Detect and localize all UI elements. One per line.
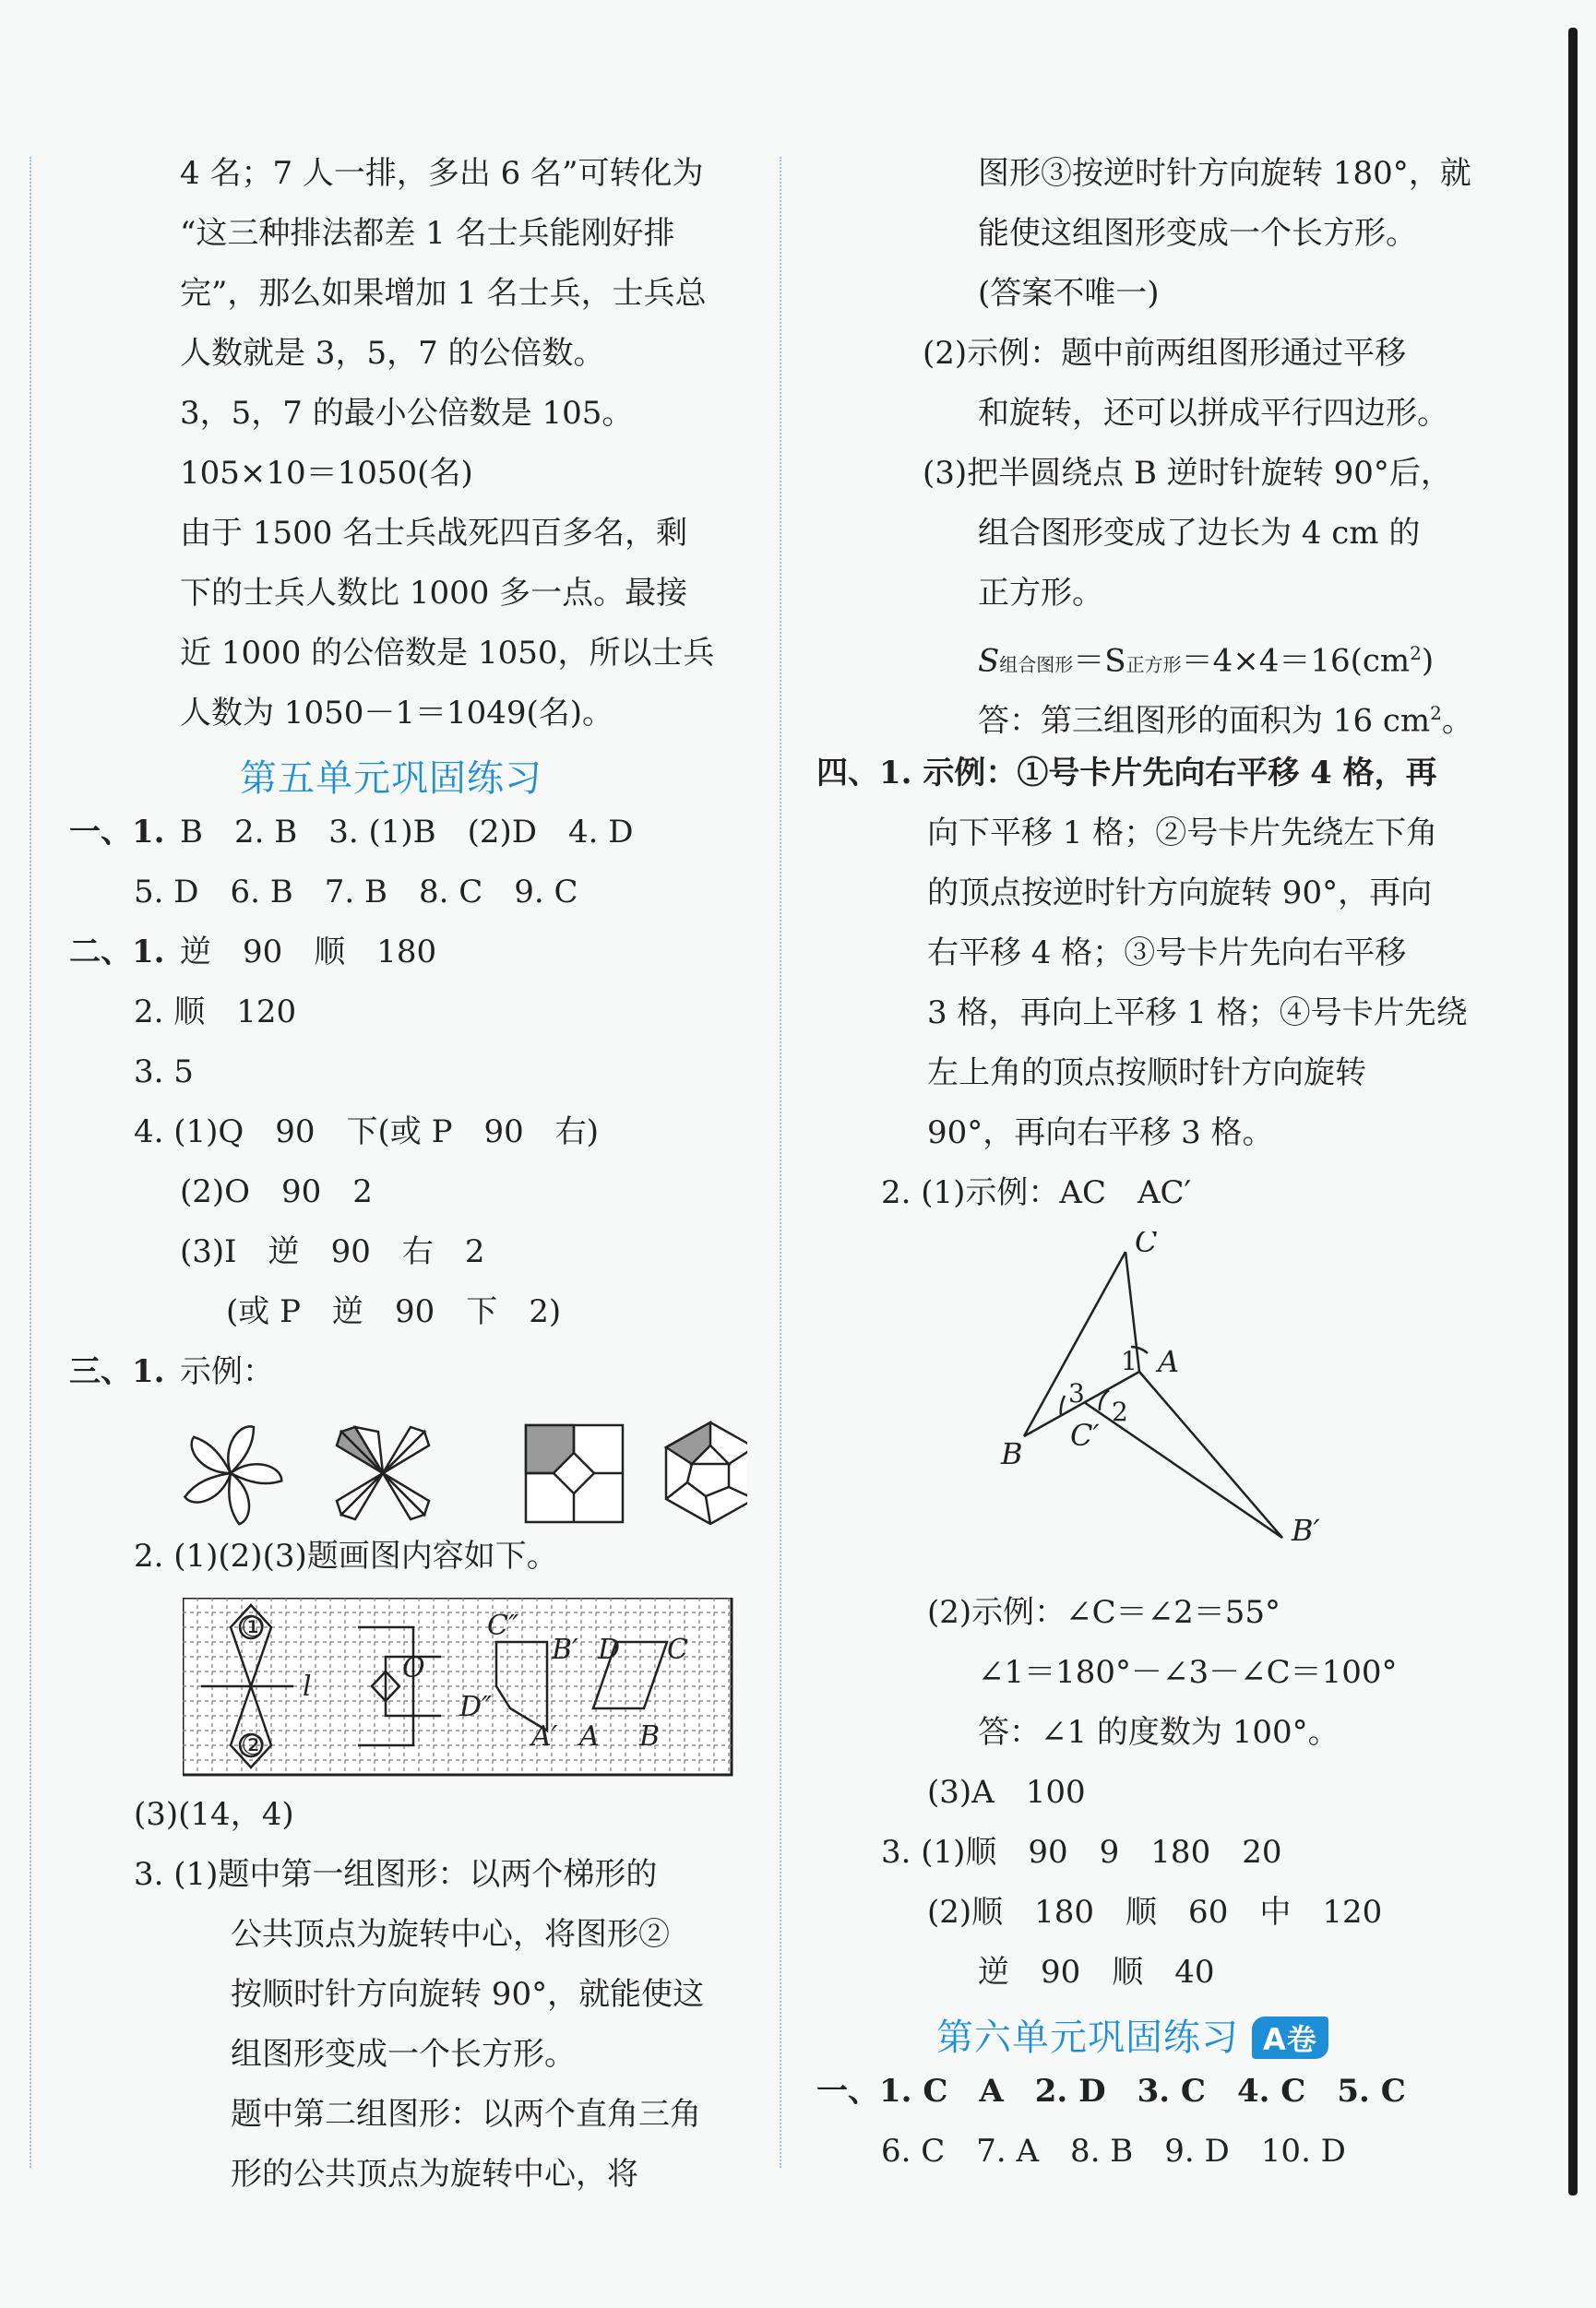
text-line: (答案不唯一) <box>978 275 1160 312</box>
answer-row: 向下平移 1 格；②号卡片先绕左下角 <box>927 815 1438 851</box>
text-line: 人数为 1050－1＝1049(名)。 <box>180 695 614 732</box>
label-a: A <box>579 1720 600 1753</box>
label-angle-1: 1 <box>1121 1346 1137 1376</box>
text-line: 近 1000 的公倍数是 1050，所以士兵 <box>180 635 715 672</box>
answer-row: 4. (1)Q 90 下(或 P 90 右) <box>134 1113 600 1150</box>
label-circle-2: ② <box>241 1730 266 1762</box>
answer-row: (2)O 90 2 <box>180 1173 373 1210</box>
triangle-figure <box>996 1231 1384 1554</box>
grid-drawing <box>183 1598 736 1782</box>
label-angle-3: 3 <box>1068 1378 1085 1409</box>
label-l: l <box>303 1671 312 1703</box>
answer-row: B 2. B 3. (1)B (2)D 4. D <box>180 814 634 851</box>
answer-row: 3. (1)题中第一组图形：以两个梯形的 <box>134 1856 658 1893</box>
label-b-prime: B′ <box>1292 1513 1320 1548</box>
answer-row: ∠1＝180°－∠3－∠C＝100° <box>978 1654 1398 1691</box>
text-line: (2)示例：题中前两组图形通过平移 <box>923 335 1407 372</box>
answer-row: (2)示例：∠C＝∠2＝55° <box>927 1594 1281 1631</box>
text-line: 105×10＝1050(名) <box>180 455 473 492</box>
answer-row: 逆 90 顺 40 <box>978 1954 1215 1991</box>
answer-row: 5. D 6. B 7. B 8. C 9. C <box>134 874 578 910</box>
page-edge <box>1568 28 1578 2195</box>
label-a: A <box>1158 1344 1180 1379</box>
answer-row: 示例： <box>180 1353 274 1390</box>
text-line: “这三种排法都差 1 名士兵能刚好排 <box>180 215 675 252</box>
label-b: B <box>639 1720 661 1753</box>
answer-row: 组图形变成一个长方形。 <box>231 2036 576 2073</box>
formula-close: ) <box>1421 642 1435 680</box>
text-line: 和旋转，还可以拼成平行四边形。 <box>978 395 1448 432</box>
pinwheel-flower-figure <box>185 1426 282 1524</box>
text-line: 由于 1500 名士兵战死四百多名，剩 <box>180 515 688 552</box>
text-line: 能使这组图形变成一个长方形。 <box>978 215 1417 252</box>
text-line: 3，5，7 的最小公倍数是 105。 <box>180 395 634 432</box>
answer-row: 3. 5 <box>134 1053 194 1090</box>
label-c2: C″ <box>487 1610 519 1642</box>
label-o: O <box>402 1652 425 1684</box>
answer-row: 左上角的顶点按顺时针方向旋转 <box>927 1054 1366 1091</box>
answer-row: 2. (1)示例：AC AC′ <box>881 1174 1192 1211</box>
answer-row: (3)A 100 <box>927 1774 1086 1811</box>
formula-sq: 2 <box>1410 642 1422 664</box>
answer-row: 3. (1)顺 90 9 180 20 <box>881 1834 1282 1871</box>
answer-row: 的顶点按逆时针方向旋转 90°，再向 <box>927 874 1433 911</box>
question-number: 三、1. <box>69 1353 165 1390</box>
answer-row: 公共顶点为旋转中心，将图形② <box>231 1916 670 1953</box>
answer-line <box>978 695 1473 739</box>
answer-row: 答：∠1 的度数为 100°。 <box>978 1714 1340 1751</box>
label-b1: B′ <box>552 1634 578 1666</box>
answer-row: (2)顺 180 顺 60 中 120 <box>927 1894 1383 1931</box>
text-line: (3)把半圆绕点 B 逆时针旋转 90°后， <box>923 455 1452 492</box>
answer-row: 题中第二组图形：以两个直角三角 <box>231 2096 701 2133</box>
answer-row: 3 格，再向上平移 1 格；④号卡片先绕 <box>927 994 1468 1031</box>
label-a1: A′ <box>531 1720 558 1753</box>
label-d: D <box>598 1634 621 1666</box>
label-c-prime: C′ <box>1070 1418 1100 1453</box>
answer-row: 2. (1)(2)(3)题画图内容如下。 <box>134 1538 558 1575</box>
text-line: 下的士兵人数比 1000 多一点。最接 <box>180 575 688 612</box>
square-figure <box>526 1425 623 1522</box>
answer-row: 90°，再向右平移 3 格。 <box>927 1114 1274 1151</box>
answer-row: 2. 顺 120 <box>134 993 297 1030</box>
formula-sub1: 组合图形 <box>999 653 1074 676</box>
formula-sub2: 正方形 <box>1126 653 1182 676</box>
formula-s: S <box>978 642 1000 680</box>
section-heading-6 <box>936 2008 1328 2061</box>
answer-row: 右平移 4 格；③号卡片先向右平移 <box>927 934 1407 971</box>
text-line: 正方形。 <box>978 575 1103 612</box>
text-line: 4 名；7 人一排，多出 6 名”可转化为 <box>180 155 704 192</box>
answer-row: 按顺时针方向旋转 90°，就能使这 <box>231 1976 705 2013</box>
answer-row: (3)(14，4) <box>134 1796 294 1833</box>
answer-row: 四、1. 示例：①号卡片先向右平移 4 格，再 <box>816 755 1437 791</box>
column-divider <box>780 157 781 2168</box>
volume-badge: A卷 <box>1252 2017 1328 2059</box>
formula-rest: ＝4×4＝16(cm <box>1181 642 1411 680</box>
x-shape-figure <box>337 1427 429 1519</box>
question-number: 一、1. <box>69 814 165 851</box>
answer-row: (3)I 逆 90 右 2 <box>180 1233 485 1270</box>
area-formula <box>978 635 1434 683</box>
label-d2: D″ <box>459 1691 493 1723</box>
answer-end: 。 <box>1441 702 1473 740</box>
answer-row: (或 P 逆 90 下 2) <box>226 1293 562 1330</box>
formula-eq: ＝S <box>1073 642 1126 680</box>
text-line: 图形③按逆时针方向旋转 180°，就 <box>978 155 1471 192</box>
answer-row: 6. C 7. A 8. B 9. D 10. D <box>881 2133 1346 2170</box>
label-c: C <box>667 1634 688 1666</box>
text-line: 组合图形变成了边长为 4 cm 的 <box>978 515 1421 552</box>
heading-text: 第六单元巩固练习 <box>936 2017 1239 2059</box>
answer-text: 答：第三组图形的面积为 16 cm <box>978 702 1431 740</box>
label-b: B <box>1001 1436 1023 1471</box>
margin-divider <box>30 157 31 2168</box>
label-circle-1: ① <box>241 1612 266 1644</box>
pattern-figures <box>175 1416 747 1531</box>
text-line: 人数就是 3，5，7 的公倍数。 <box>180 335 605 372</box>
label-c: C <box>1135 1231 1158 1259</box>
answer-row: 形的公共顶点为旋转中心，将 <box>231 2156 638 2193</box>
text-line: 完”，那么如果增加 1 名士兵，士兵总 <box>180 275 707 312</box>
question-number: 二、1. <box>69 934 165 970</box>
answer-row: 一、1. C A 2. D 3. C 4. C 5. C <box>816 2073 1406 2110</box>
answer-sq: 2 <box>1430 702 1442 724</box>
label-angle-2: 2 <box>1112 1397 1128 1427</box>
section-heading: 第五单元巩固练习 <box>240 757 542 800</box>
answer-row: 逆 90 顺 180 <box>180 934 437 970</box>
hexagon-figure <box>666 1422 747 1524</box>
